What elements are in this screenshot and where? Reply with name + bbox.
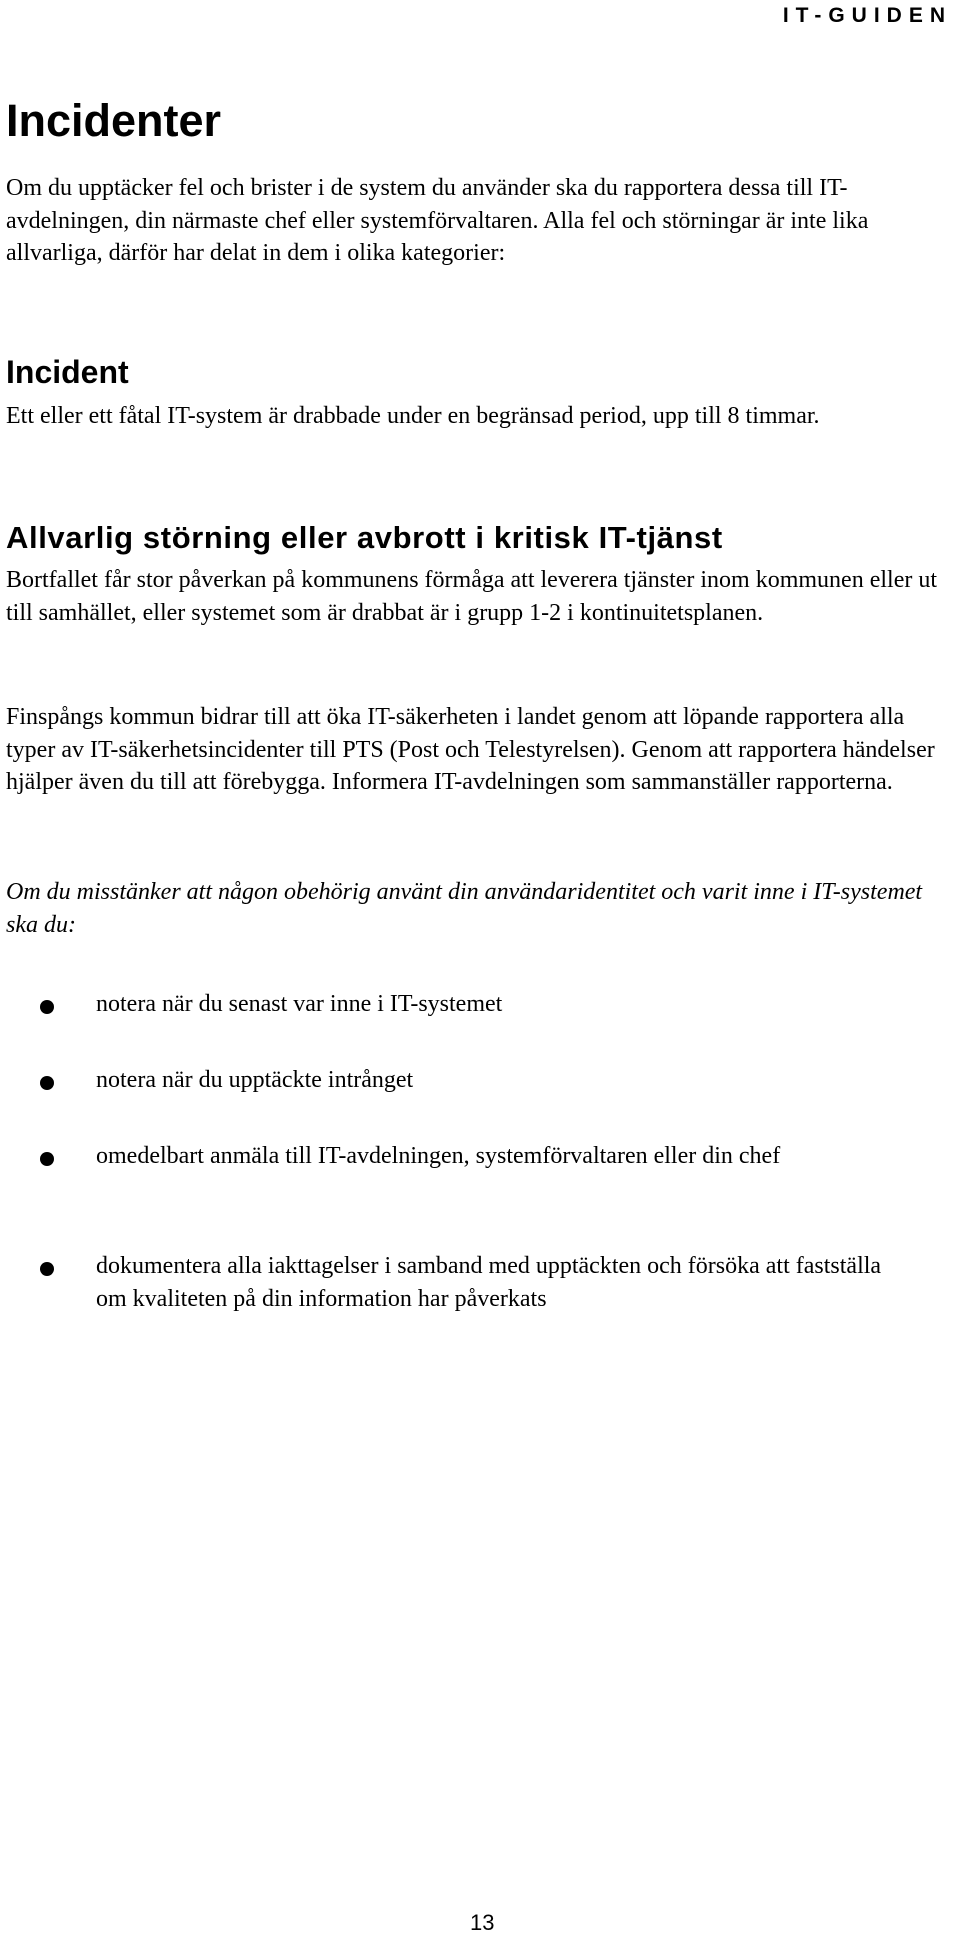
reporting-paragraph: Finspångs kommun bidrar till att öka IT-säkerheten i landet genom att löpande rapportera alla typer av IT-säkerhetsincidenter till PTS (Post och Telestyrelsen). Genom att rapportera händelser hjälper även du till att förebygga. Informera IT-avdelningen som sammanställer rapporterna. [6, 704, 935, 795]
list-item-text: notera när du senast var inne i IT-systemet [96, 991, 503, 1017]
page-number: 13 [470, 1910, 495, 1935]
list-item-text: omedelbart anmäla till IT-avdelningen, systemförvaltaren eller din chef [96, 1143, 781, 1169]
suspected-intrusion-intro: Om du misstänker att någon obehörig använt din användaridentitet och varit inne i IT-systemet ska du: [6, 879, 923, 938]
incident-heading: Incident [6, 354, 129, 390]
intro-paragraph: Om du upptäcker fel och brister i de system du använder ska du rapportera dessa till IT-avdelningen, din närmaste chef eller systemförvaltaren. Alla fel och störningar är inte lika allvarliga, därför har delat in dem i olika kategorier: [6, 175, 869, 266]
serious-disruption-description: Bortfallet får stor påverkan på kommunens förmåga att leverera tjänster inom kommunen eller ut till samhället, eller systemet som är drabbat är i grupp 1-2 i kontinuitetsplanen. [6, 567, 938, 626]
page-title: Incidenter [6, 95, 222, 146]
incident-description: Ett eller ett fåtal IT-system är drabbade under en begränsad period, upp till 8 timmar. [6, 403, 820, 429]
running-header: IT-GUIDEN [782, 4, 952, 27]
bullet-icon [40, 1000, 54, 1014]
list-item-text: dokumentera alla iakttagelser i samband med upptäckten och försöka att fastställa om kvaliteten på din information har påverkats [96, 1253, 882, 1312]
bullet-icon [40, 1076, 54, 1090]
list-item-text: notera när du upptäckte intrånget [96, 1067, 414, 1093]
serious-disruption-heading: Allvarlig störning eller avbrott i kritisk IT-tjänst [6, 520, 723, 555]
bullet-icon [40, 1262, 54, 1276]
bullet-icon [40, 1152, 54, 1166]
